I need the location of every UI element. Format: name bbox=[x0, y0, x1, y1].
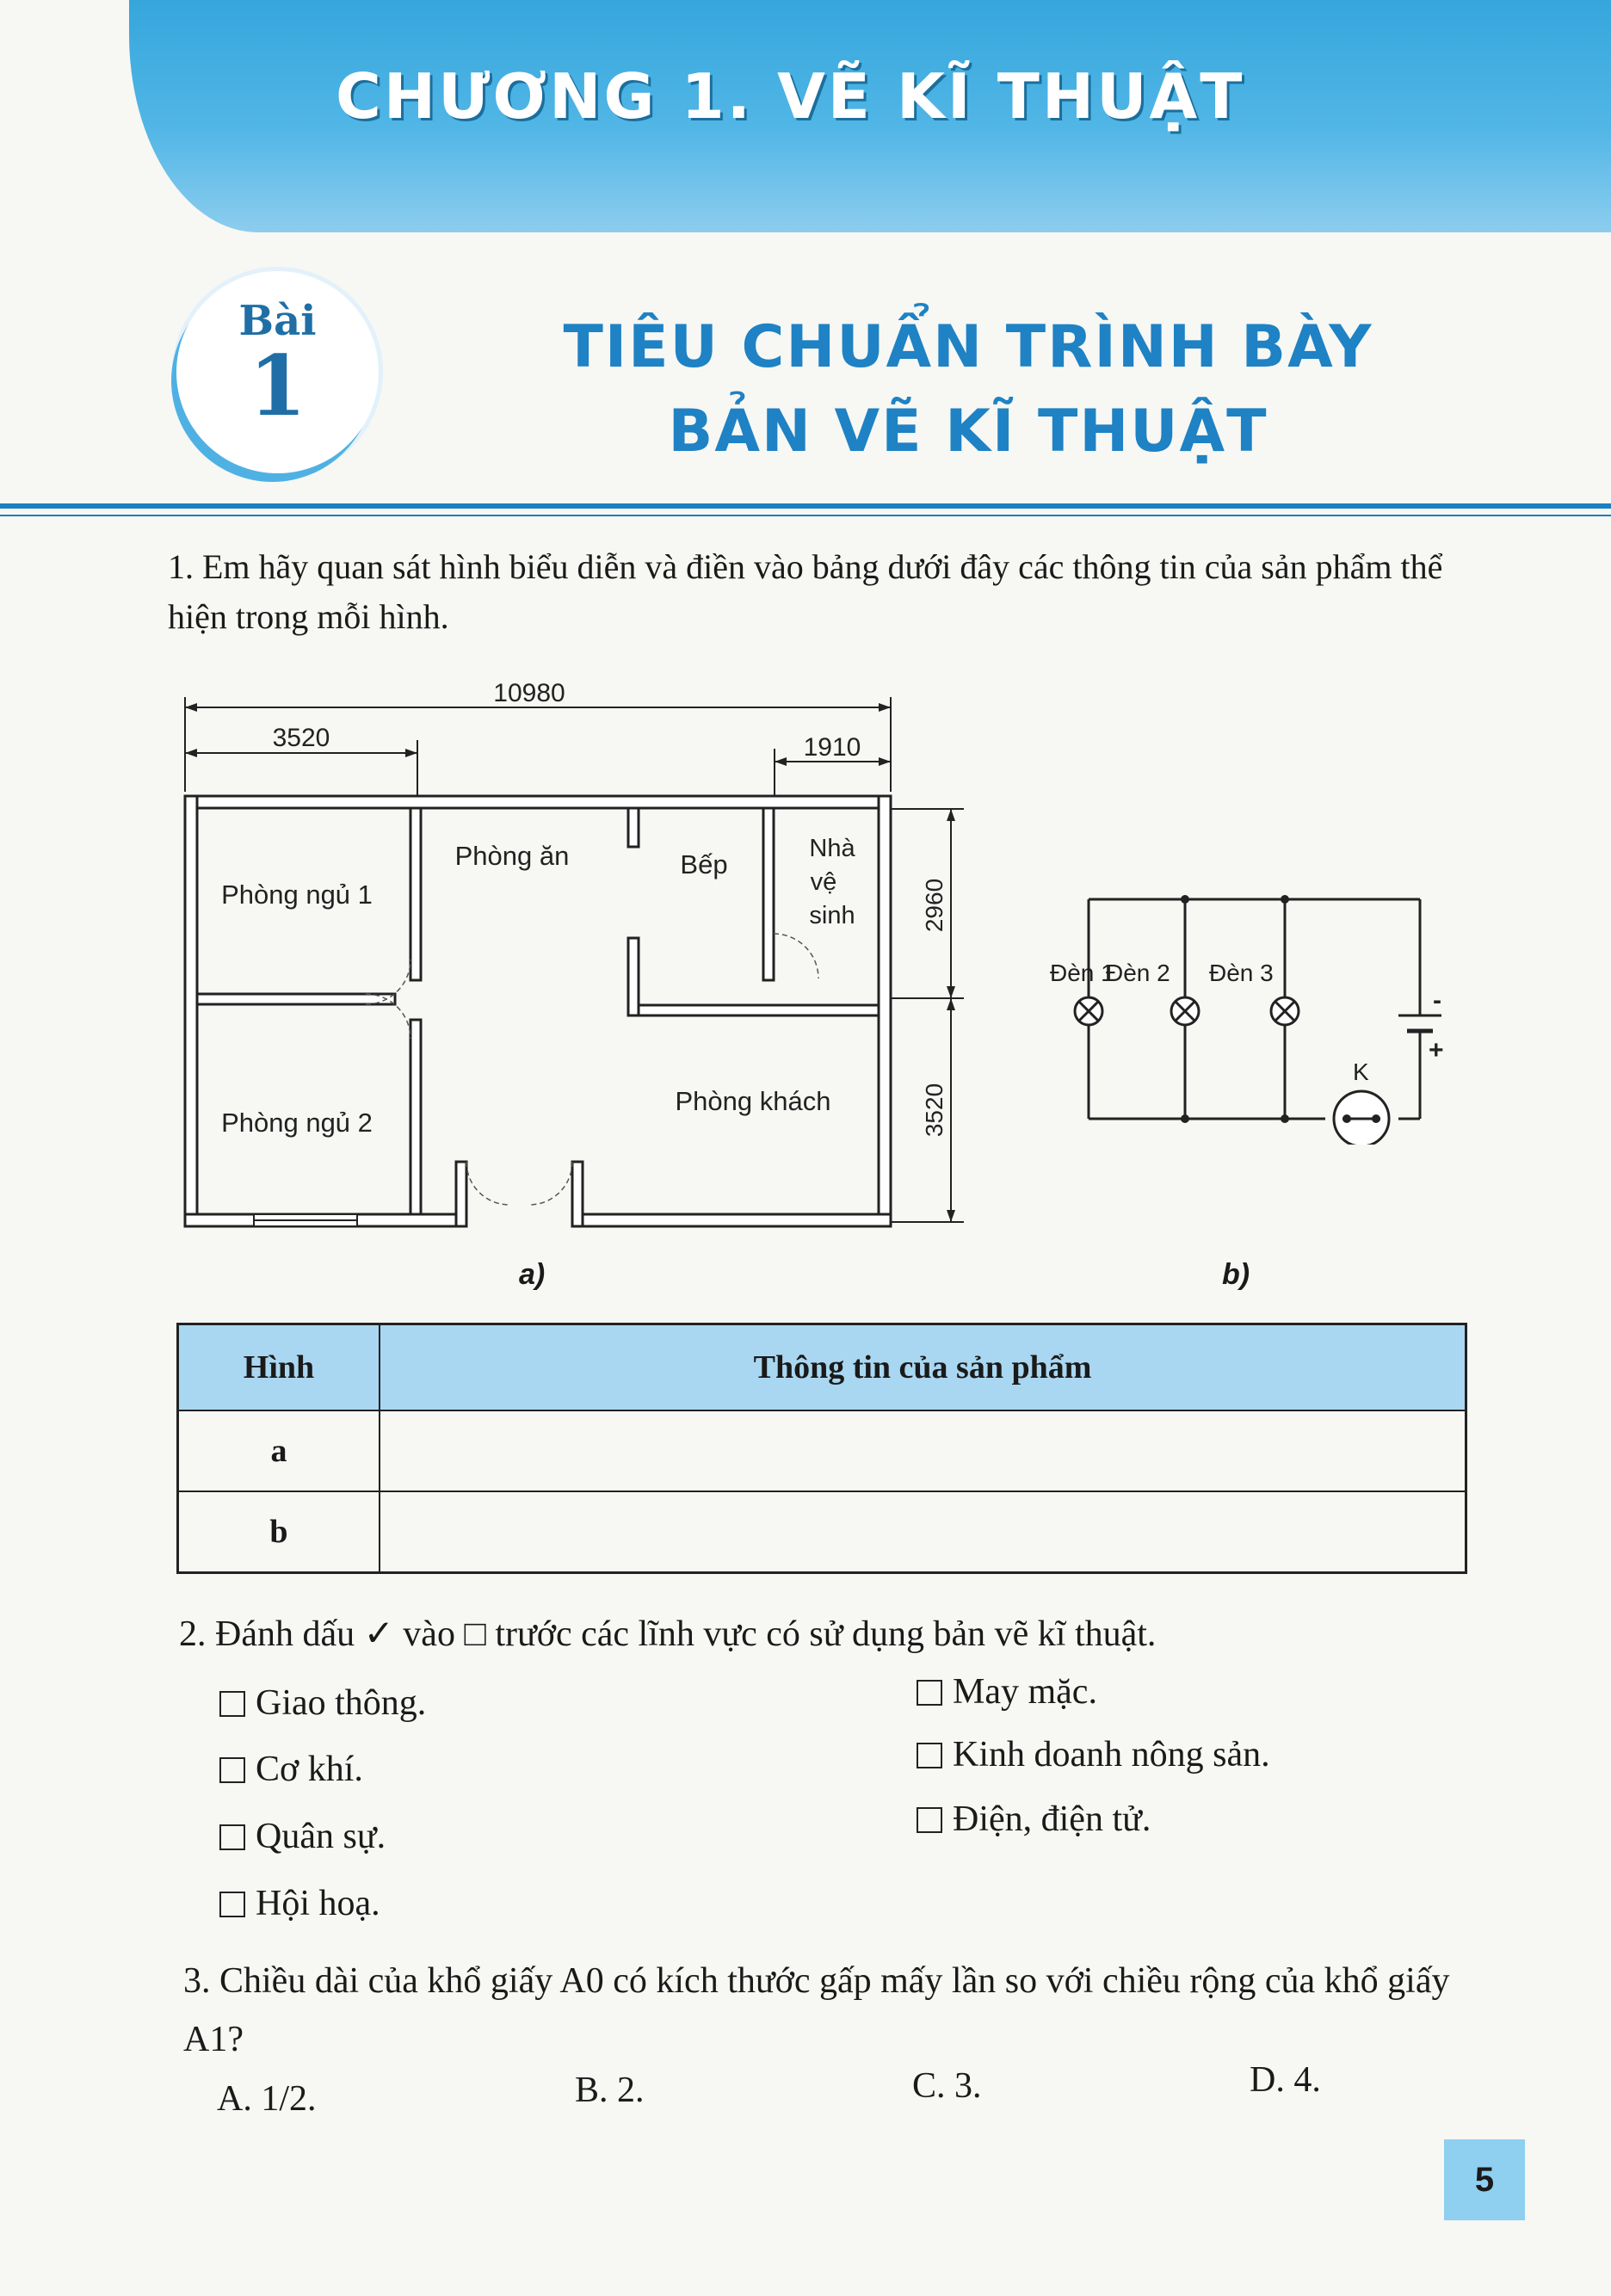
battery-plus: + bbox=[1429, 1036, 1444, 1065]
option-co-khi[interactable] bbox=[219, 1749, 363, 1790]
chapter-title: CHƯƠNG 1. VẼ KĨ THUẬT bbox=[336, 60, 1245, 133]
figure-b-caption: b) bbox=[1222, 1258, 1250, 1291]
lesson-title bbox=[482, 306, 1454, 474]
dim-2960: 2960 bbox=[921, 878, 947, 933]
table-row bbox=[178, 1491, 1466, 1573]
option-hoi-hoa[interactable] bbox=[219, 1883, 380, 1924]
checkbox-icon[interactable] bbox=[917, 1680, 942, 1706]
room-bep: Bếp bbox=[680, 849, 728, 880]
question-1: 1. Em hãy quan sát hình biểu diễn và điền vào bảng dưới đây các thông tin của sản phẩm thể hiện trong mỗi hình. bbox=[168, 547, 1443, 636]
option-kinh-doanh-nong-san[interactable] bbox=[917, 1734, 1270, 1775]
switch-label: K bbox=[1353, 1059, 1369, 1085]
room-nha: Nhà bbox=[809, 835, 855, 862]
checkbox-icon[interactable] bbox=[219, 1757, 245, 1783]
room-ve: vệ bbox=[810, 868, 837, 896]
table-header-row bbox=[178, 1324, 1466, 1411]
section-divider-thin bbox=[0, 515, 1611, 516]
room-phong-ngu-1: Phòng ngủ 1 bbox=[221, 880, 373, 910]
room-phong-ngu-2: Phòng ngủ 2 bbox=[221, 1108, 373, 1138]
page-number: 5 bbox=[1444, 2139, 1525, 2220]
dim-3520-top: 3520 bbox=[272, 724, 330, 752]
option-label: Kinh doanh nông sản. bbox=[953, 1735, 1270, 1774]
lesson-badge-word: Bài bbox=[238, 297, 317, 345]
dim-10980: 10980 bbox=[493, 680, 565, 707]
lamp-icon-1 bbox=[1075, 997, 1102, 1025]
checkbox-icon[interactable] bbox=[219, 1691, 245, 1717]
dim-1910: 1910 bbox=[803, 733, 861, 762]
question-3-prompt: 3. Chiều dài của khổ giấy A0 có kích thước gấp mấy lần so với chiều rộng của khổ giấy A1? bbox=[183, 1961, 1450, 2059]
option-giao-thong[interactable] bbox=[219, 1682, 426, 1724]
checkbox-icon[interactable] bbox=[219, 1892, 245, 1917]
switch-icon bbox=[1334, 1091, 1389, 1145]
lesson-badge bbox=[176, 271, 379, 473]
table-cell-hinh: a bbox=[178, 1410, 380, 1491]
circuit-figure bbox=[990, 886, 1472, 1145]
checkbox-icon[interactable] bbox=[219, 1824, 245, 1850]
option-may-mac[interactable] bbox=[917, 1671, 1097, 1713]
answer-d[interactable]: D. 4. bbox=[1250, 2060, 1321, 2100]
answer-c[interactable]: C. 3. bbox=[912, 2066, 982, 2106]
battery-minus: - bbox=[1433, 986, 1441, 1015]
lesson-badge-number: 1 bbox=[249, 337, 306, 435]
lamp-label-1: Đèn 1 bbox=[1050, 960, 1114, 986]
dim-3520-right: 3520 bbox=[921, 1083, 947, 1138]
answer-a[interactable]: A. 1/2. bbox=[217, 2079, 317, 2119]
lesson-title-line2: BẢN VẼ KĨ THUẬT bbox=[668, 398, 1268, 466]
option-dien-dien-tu[interactable] bbox=[917, 1799, 1151, 1840]
option-label: May mặc. bbox=[953, 1672, 1097, 1712]
option-label: Hội hoạ. bbox=[256, 1884, 380, 1923]
option-label: Quân sự. bbox=[256, 1817, 386, 1856]
table-header-hinh: Hình bbox=[178, 1324, 380, 1411]
room-sinh: sinh bbox=[809, 902, 855, 929]
lamp-icon-3 bbox=[1271, 997, 1299, 1025]
option-quan-su[interactable] bbox=[219, 1816, 386, 1857]
lamp-label-3: Đèn 3 bbox=[1209, 960, 1274, 986]
table-header-thong-tin: Thông tin của sản phẩm bbox=[380, 1324, 1466, 1411]
info-table bbox=[176, 1323, 1467, 1574]
checkbox-icon[interactable] bbox=[917, 1743, 942, 1768]
answer-b[interactable]: B. 2. bbox=[575, 2071, 645, 2110]
table-cell-info[interactable] bbox=[380, 1410, 1466, 1491]
room-phong-an: Phòng ăn bbox=[454, 841, 570, 871]
table-cell-hinh: b bbox=[178, 1491, 380, 1573]
table-row bbox=[178, 1410, 1466, 1491]
option-label: Điện, điện tử. bbox=[953, 1799, 1151, 1839]
question-2-prompt: 2. Đánh dấu ✓ vào □ trước các lĩnh vực có sử dụng bản vẽ kĩ thuật. bbox=[179, 1614, 1157, 1654]
lamp-icon-2 bbox=[1171, 997, 1199, 1025]
lamp-label-2: Đèn 2 bbox=[1106, 960, 1170, 986]
option-label: Cơ khí. bbox=[256, 1750, 363, 1789]
option-label: Giao thông. bbox=[256, 1683, 427, 1723]
figure-a-caption: a) bbox=[519, 1258, 546, 1291]
section-divider bbox=[0, 503, 1611, 509]
lesson-title-line1: TIÊU CHUẨN TRÌNH BÀY bbox=[563, 313, 1373, 381]
checkbox-icon[interactable] bbox=[917, 1807, 942, 1833]
table-cell-info[interactable] bbox=[380, 1491, 1466, 1573]
floor-plan-figure bbox=[168, 680, 977, 1282]
room-phong-khach: Phòng khách bbox=[675, 1086, 831, 1116]
